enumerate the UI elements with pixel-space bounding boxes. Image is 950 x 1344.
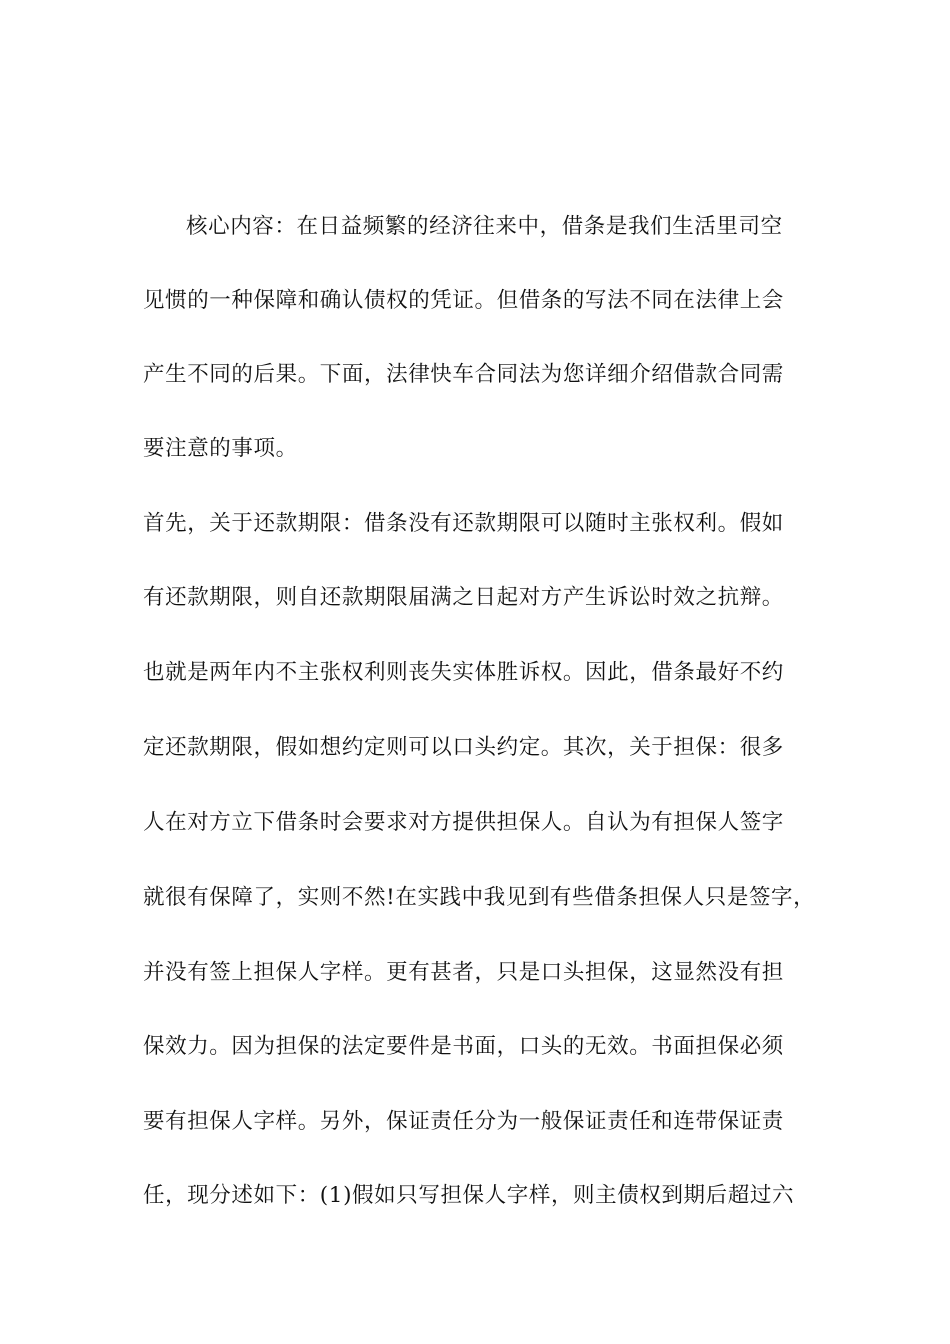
paragraph-line: 有还款期限，则自还款期限届满之日起对方产生诉讼时效之抗辩。 [143, 585, 784, 610]
paragraph-line: 要注意的事项。 [143, 436, 298, 461]
paragraph-line: 见惯的一种保障和确认债权的凭证。但借条的写法不同在法律上会 [143, 288, 784, 313]
paragraph-line: 任，现分述如下：(1)假如只写担保人字样，则主债权到期后超过六 [143, 1183, 795, 1208]
paragraph-line: 就很有保障了，实则不然!在实践中我见到有些借条担保人只是签字， [143, 885, 816, 910]
paragraph-line: 也就是两年内不主张权利则丧失实体胜诉权。因此，借条最好不约 [143, 660, 784, 685]
paragraph-line: 要有担保人字样。另外，保证责任分为一般保证责任和连带保证责 [143, 1109, 784, 1134]
paragraph-line: 首先，关于还款期限：借条没有还款期限可以随时主张权利。假如 [143, 511, 784, 536]
paragraph-line: 人在对方立下借条时会要求对方提供担保人。自认为有担保人签字 [143, 810, 784, 835]
paragraph-line: 保效力。因为担保的法定要件是书面，口头的无效。书面担保必须 [143, 1034, 784, 1059]
paragraph-line: 定还款期限，假如想约定则可以口头约定。其次，关于担保：很多 [143, 735, 784, 760]
paragraph-line: 产生不同的后果。下面，法律快车合同法为您详细介绍借款合同需 [143, 362, 784, 387]
paragraph-line: 核心内容：在日益频繁的经济往来中，借条是我们生活里司空 [186, 214, 783, 239]
paragraph-line: 并没有签上担保人字样。更有甚者，只是口头担保，这显然没有担 [143, 960, 784, 985]
